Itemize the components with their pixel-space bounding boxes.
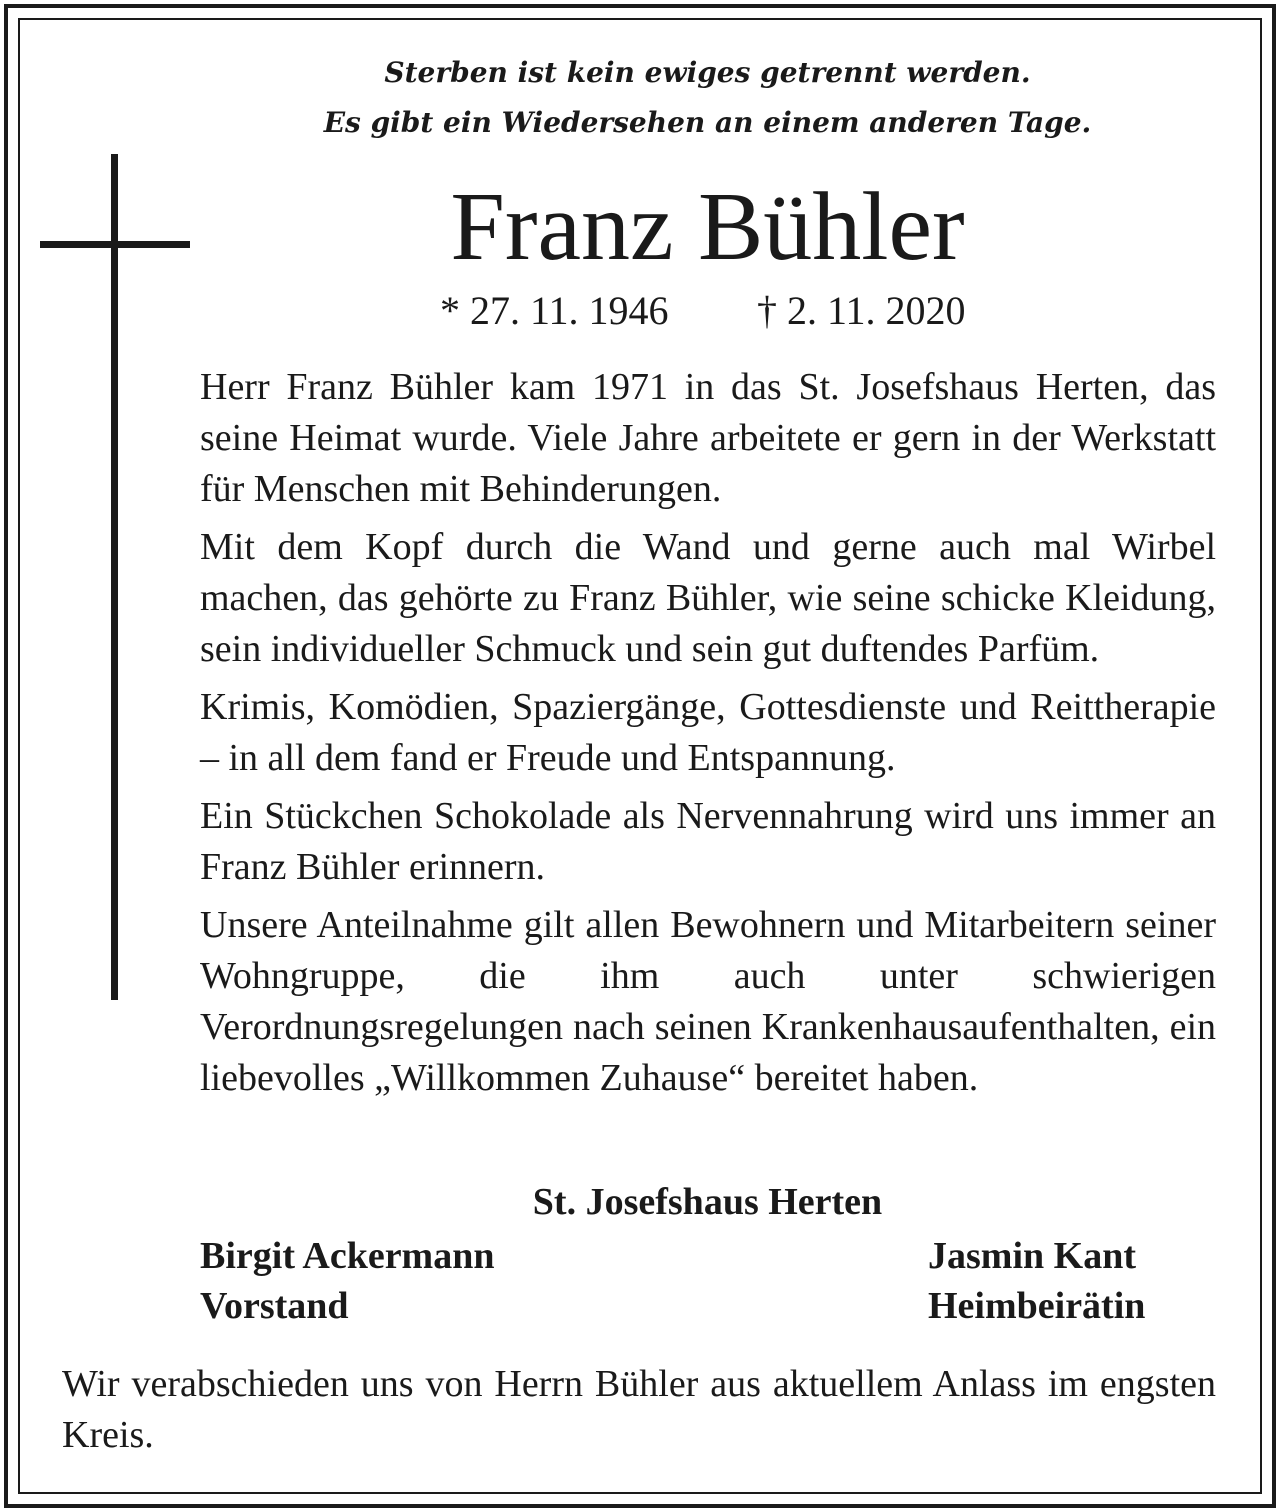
body-paragraph: Mit dem Kopf durch die Wand und gerne auch mal Wirbel machen, das gehörte zu Franz Bühler, wie seine schicke Kleidung, sein individueller Schmuck und sein gut duftendes Parfüm.	[200, 526, 1216, 670]
signer-right-role: Heimbeirätin	[928, 1285, 1146, 1327]
death-date: † 2. 11. 2020	[757, 288, 966, 333]
motto-line-2: Es gibt ein Wiedersehen an einem anderen Tage.	[323, 106, 1092, 139]
obituary-body	[200, 362, 1216, 1111]
signer-left-role: Vorstand	[200, 1285, 349, 1327]
organization-name: St. Josefshaus Herten	[532, 1181, 883, 1223]
deceased-name: Franz Bühler	[450, 173, 965, 281]
cross-vertical-bar	[111, 154, 118, 1000]
body-paragraph: Krimis, Komödien, Spaziergänge, Gottesdienste und Reittherapie – in all dem fand er Freude und Entspannung.	[200, 686, 1216, 779]
cross-horizontal-bar	[40, 241, 190, 248]
footer-note: Wir verabschieden uns von Herrn Bühler aus aktuellem Anlass im engsten Kreis.	[62, 1363, 1216, 1456]
signer-right-name: Jasmin Kant	[928, 1235, 1136, 1277]
motto-line-1: Sterben ist kein ewiges getrennt werden.	[384, 56, 1031, 89]
body-paragraph: Herr Franz Bühler kam 1971 in das St. Josefshaus Herten, das seine Heimat wurde. Viele Jahre arbeitete er gern in der Werkstatt für Menschen mit Behinderungen.	[200, 366, 1216, 510]
body-paragraph: Unsere Anteilnahme gilt allen Bewohnern und Mitarbeitern seiner Wohngruppe, die ihm auch unter schwierigen Verordnungsregelungen nach seinen Krankenhausaufenthalten, ein liebevolles „Willkommen Zuhause“ bereitet haben.	[200, 904, 1216, 1099]
signer-left-name: Birgit Ackermann	[200, 1235, 495, 1277]
body-paragraph: Ein Stückchen Schokolade als Nervennahrung wird uns immer an Franz Bühler erinnern.	[200, 795, 1216, 888]
birth-date: * 27. 11. 1946	[440, 288, 669, 333]
